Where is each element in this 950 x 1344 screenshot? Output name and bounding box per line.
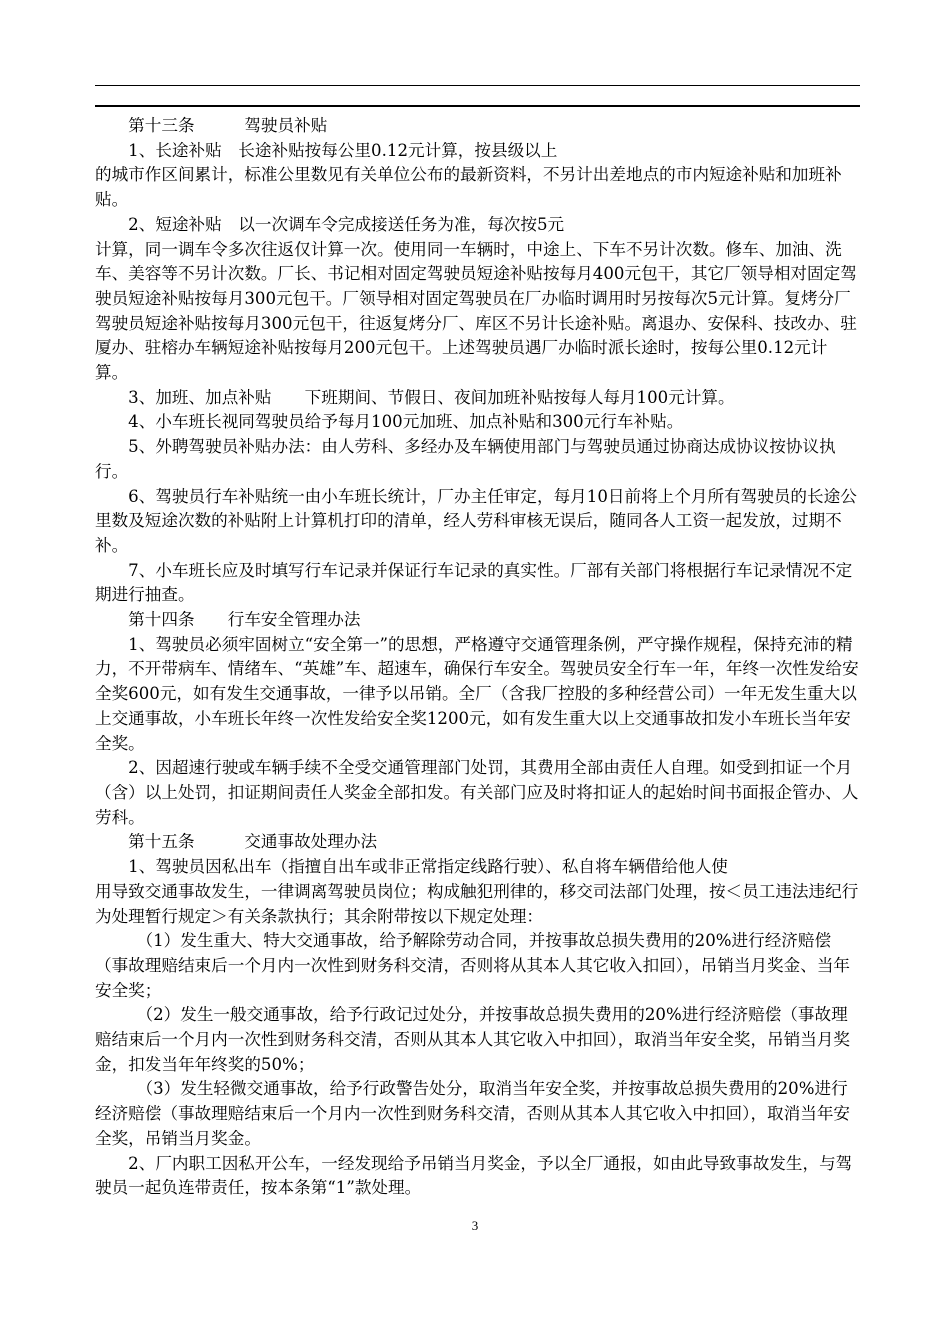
paragraph: 2、因超速行驶或车辆手续不全受交通管理部门处罚，其费用全部由责任人自理。如受到扣证一个月（含）以上处罚，扣证期间责任人奖金全部扣发。有关部门应及时将扣证人的起始时间书面报企管办、人劳科。 [95, 758, 859, 827]
paragraph: 1、长途补贴 长途补贴按每公里0.12元计算，按县级以上 [95, 140, 558, 160]
paragraph: 1、驾驶员因私出车（指擅自出车或非正常指定线路行驶）、私自将车辆借给他人使 [95, 857, 728, 877]
paragraph: 6、驾驶员行车补贴统一由小车班长统计，厂办主任审定，每月10日前将上个月所有驾驶员的长途公里数及短途次数的补贴附上计算机打印的清单，经人劳科审核无误后，随同各人工资一起发放，过期不补。 [95, 486, 857, 555]
header-rule-thin [95, 85, 860, 86]
paragraph: （3）发生轻微交通事故，给予行政警告处分，取消当年安全奖，并按事故总损失费用的20%进行经济赔偿（事故理赔结束后一个月内一次性到财务科交清，否则从其本人其它收入中扣回），取消当年安全奖，吊销当月奖金。 [95, 1079, 851, 1148]
paragraph: 计算，同一调车令多次往返仅计算一次。使用同一车辆时，中途上、下车不另计次数。修车、加油、洗车、美容等不另计次数。厂长、书记相对固定驾驶员短途补贴按每月400元包干，其它厂领导相对固定驾驶员短途补贴按每月300元包干。厂领导相对固定驾驶员在厂办临时调用时另按每次5元计算。复烤分厂驾驶员短途补贴按每月300元包干，往返复烤分厂、库区不另计长途补贴。离退办、安保科、技改办、驻厦办、驻榕办车辆短途补贴按每月200元包干。上述驾驶员遇厂办临时派长途时，按每公里0.12元计算。 [95, 239, 857, 383]
article-15-heading: 第十五条 交通事故处理办法 [95, 832, 378, 852]
document-body [95, 114, 860, 1201]
paragraph: 2、厂内职工因私开公车，一经发现给予吊销当月奖金，予以全厂通报，如由此导致事故发生，与驾驶员一起负连带责任，按本条第“1”款处理。 [95, 1153, 853, 1198]
paragraph: 1、驾驶员必须牢固树立“安全第一”的思想，严格遵守交通管理条例，严守操作规程，保持充沛的精力，不开带病车、情绪车、“英雄”车、超速车，确保行车安全。驾驶员安全行车一年，年终一次性发给安全奖600元，如有发生交通事故，一律予以吊销。全厂（含我厂控股的多种经营公司）一年无发生重大以上交通事故，小车班长年终一次性发给安全奖1200元，如有发生重大以上交通事故扣发小车班长当年安全奖。 [95, 634, 859, 753]
paragraph: 2、短途补贴 以一次调车令完成接送任务为准，每次按5元 [95, 214, 565, 234]
header-rule-thick [95, 105, 860, 107]
paragraph: 4、小车班长视同驾驶员给予每月100元加班、加点补贴和300元行车补贴。 [95, 412, 684, 432]
paragraph: 用导致交通事故发生，一律调离驾驶员岗位；构成触犯刑律的，移交司法部门处理，按＜员工违法违纪行为处理暂行规定＞有关条款执行；其余附带按以下规定处理： [95, 881, 859, 926]
article-14-heading: 第十四条 行车安全管理办法 [95, 610, 361, 630]
paragraph: （1）发生重大、特大交通事故，给予解除劳动合同，并按事故总损失费用的20%进行经济赔偿（事故理赔结束后一个月内一次性到财务科交清，否则将从其本人其它收入扣回），吊销当月奖金、当年安全奖； [95, 931, 851, 1000]
paragraph: （2）发生一般交通事故，给予行政记过处分，并按事故总损失费用的20%进行经济赔偿（事故理赔结束后一个月内一次性到财务科交清，否则从其本人其它收入中扣回），取消当年安全奖，吊销当月奖金，扣发当年年终奖的50%； [95, 1005, 851, 1074]
paragraph: 5、外聘驾驶员补贴办法：由人劳科、多经办及车辆使用部门与驾驶员通过协商达成协议按协议执行。 [95, 437, 836, 481]
article-13-heading: 第十三条 驾驶员补贴 [95, 116, 328, 135]
page-number: 3 [471, 1218, 479, 1233]
paragraph: 3、加班、加点补贴 下班期间、节假日、夜间加班补贴按每人每月100元计算。 [95, 387, 735, 407]
paragraph: 7、小车班长应及时填写行车记录并保证行车记录的真实性。厂部有关部门将根据行车记录情况不定期进行抽查。 [95, 560, 853, 605]
paragraph: 的城市作区间累计，标准公里数见有关单位公布的最新资料，不另计出差地点的市内短途补贴和加班补贴。 [95, 165, 842, 210]
